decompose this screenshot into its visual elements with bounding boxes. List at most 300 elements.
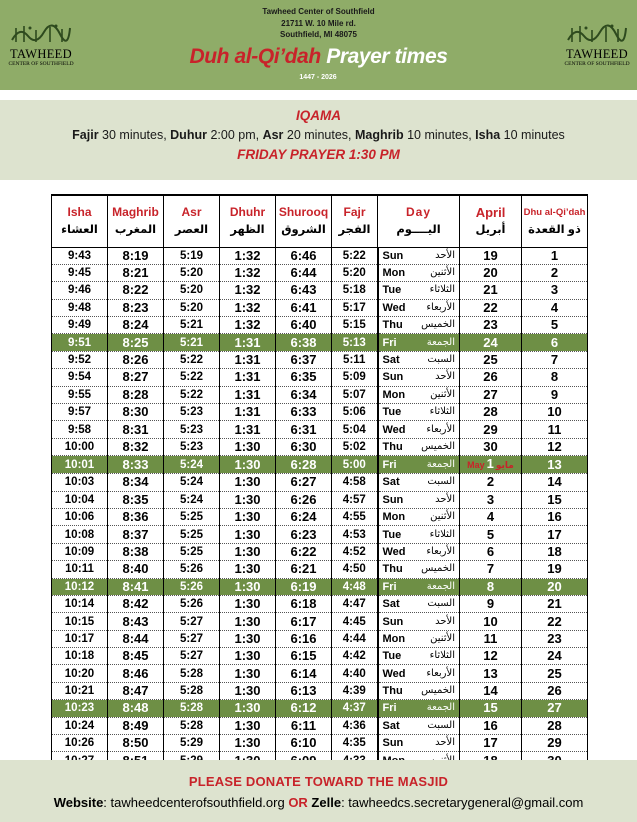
hijri-date-cell: 17 (522, 526, 588, 543)
day-en: Tue (382, 650, 402, 663)
timetable-body (52, 247, 588, 769)
header-ar: الفجر (338, 223, 371, 236)
hijri-date-cell: 20 (522, 578, 588, 595)
day-ar: الأربعاء (426, 667, 455, 679)
gregorian-date: 26 (483, 369, 498, 385)
day-ar: الثلاثاء (429, 284, 455, 296)
header-ar: اليــــوم (396, 223, 441, 236)
gregorian-date: 16 (483, 717, 498, 733)
dhuhr-cell: 1:30 (220, 682, 276, 699)
maghrib-cell: 8:45 (108, 648, 164, 665)
shurooq-cell: 6:28 (276, 456, 332, 474)
shurooq-cell: 6:21 (276, 561, 332, 578)
shurooq-cell: 6:18 (276, 595, 332, 612)
gregorian-date-cell (460, 369, 522, 386)
dhuhr-cell: 1:32 (220, 299, 276, 316)
maghrib-cell: 8:24 (108, 317, 164, 334)
fajr-cell: 4:48 (332, 578, 378, 595)
hijri-date-cell: 13 (522, 456, 588, 474)
dhuhr-cell: 1:32 (220, 247, 276, 264)
dhuhr-cell: 1:30 (220, 700, 276, 717)
gregorian-date-cell (460, 247, 522, 264)
header-en: Shurooq (278, 204, 329, 219)
day-en: Thu (382, 685, 403, 698)
header-ar: العصر (174, 223, 209, 236)
fajr-cell: 4:45 (332, 613, 378, 630)
maghrib-cell: 8:49 (108, 717, 164, 734)
isha-cell: 9:58 (52, 421, 108, 438)
asr-cell: 5:26 (164, 561, 220, 578)
day-en: Fri (382, 336, 397, 349)
tawheed-logo-right (562, 22, 632, 74)
day-cell (378, 247, 460, 264)
day-ar: الخميس (421, 685, 455, 697)
gregorian-date-cell (460, 665, 522, 682)
header-ar: أبريل (475, 223, 506, 236)
maghrib-cell: 8:19 (108, 247, 164, 264)
asr-cell: 5:25 (164, 508, 220, 525)
day-ar: الأحد (435, 493, 455, 505)
gregorian-date-cell (460, 578, 522, 595)
calligraphy-icon (566, 22, 628, 44)
may-label-en: May (467, 460, 485, 471)
calligraphy-icon (10, 22, 72, 44)
dhuhr-cell: 1:30 (220, 526, 276, 543)
gregorian-date: 9 (486, 596, 495, 612)
hijri-date-cell: 10 (522, 404, 588, 421)
day-ar: الجمعة (426, 580, 455, 592)
gregorian-date-cell (460, 334, 522, 351)
fajr-cell: 5:20 (332, 264, 378, 281)
day-ar: الأربعاء (426, 301, 455, 313)
table-row (52, 264, 588, 281)
tawheed-logo-left (6, 22, 76, 74)
day-en: Thu (382, 440, 403, 453)
donate-message: PLEASE DONATE TOWARD THE MASJID (188, 774, 449, 789)
fajr-cell: 4:57 (332, 491, 378, 508)
day-cell (378, 421, 460, 438)
day-en: Sun (382, 737, 404, 750)
shurooq-cell: 6:11 (276, 717, 332, 734)
fajr-cell: 4:40 (332, 665, 378, 682)
isha-cell: 10:21 (52, 682, 108, 699)
table-row (52, 491, 588, 508)
fajr-cell: 5:22 (332, 247, 378, 264)
duhur-label: Duhur (170, 128, 207, 142)
iqama-times (0, 128, 637, 142)
dhuhr-cell: 1:30 (220, 578, 276, 595)
asr-cell: 5:24 (164, 491, 220, 508)
day-en: Sun (382, 249, 404, 262)
gregorian-date-cell (460, 526, 522, 543)
table-row (52, 665, 588, 682)
dhuhr-cell: 1:30 (220, 508, 276, 525)
logo-subtitle: CENTER OF SOUTHFIELD (8, 61, 74, 67)
shurooq-cell: 6:38 (276, 334, 332, 351)
fajir-label: Fajir (72, 128, 99, 142)
maghrib-cell: 8:31 (108, 421, 164, 438)
day-ar: السبت (427, 719, 455, 731)
shurooq-cell: 6:19 (276, 578, 332, 595)
maghrib-cell: 8:40 (108, 561, 164, 578)
asr-cell: 5:27 (164, 648, 220, 665)
maghrib-cell: 8:26 (108, 351, 164, 368)
isha-cell: 10:06 (52, 508, 108, 525)
gregorian-date: 3 (486, 491, 495, 507)
fajr-cell: 4:55 (332, 508, 378, 525)
day-ar: الجمعة (426, 702, 455, 714)
header-en: Day (405, 204, 431, 219)
asr-cell: 5:19 (164, 247, 220, 264)
dhuhr-cell: 1:31 (220, 421, 276, 438)
asr-cell: 5:23 (164, 404, 220, 421)
asr-cell: 5:20 (164, 264, 220, 281)
table-row (52, 543, 588, 560)
gregorian-date-cell (460, 682, 522, 699)
day-cell (378, 404, 460, 421)
gregorian-date-cell (460, 474, 522, 491)
header-en: Isha (67, 204, 92, 219)
fajr-cell: 4:53 (332, 526, 378, 543)
fajr-cell: 4:58 (332, 474, 378, 491)
day-ar: الأثنين (430, 632, 455, 644)
shurooq-cell: 6:44 (276, 264, 332, 281)
dhuhr-cell: 1:30 (220, 543, 276, 560)
maghrib-cell: 8:23 (108, 299, 164, 316)
day-cell (378, 613, 460, 630)
gregorian-date: 20 (483, 265, 498, 281)
table-row (52, 438, 588, 455)
isha-cell: 10:26 (52, 735, 108, 752)
day-ar: الثلاثاء (429, 650, 455, 662)
zelle-email[interactable]: : tawheedcs.secretarygeneral@gmail.com (341, 795, 584, 810)
hijri-date-cell: 16 (522, 508, 588, 525)
isha-cell: 10:20 (52, 665, 108, 682)
or-separator: OR (288, 795, 308, 810)
day-cell (378, 351, 460, 368)
day-ar: الجمعة (426, 458, 455, 470)
day-en: Sat (382, 719, 400, 732)
shurooq-cell: 6:41 (276, 299, 332, 316)
friday-prayer: FRIDAY PRAYER 1:30 PM (237, 147, 400, 162)
hijri-date-cell: 6 (522, 334, 588, 351)
fajr-cell: 5:09 (332, 369, 378, 386)
day-en: Wed (382, 667, 406, 680)
hijri-date-cell: 28 (522, 717, 588, 734)
shurooq-cell: 6:43 (276, 282, 332, 299)
day-en: Sun (382, 493, 404, 506)
dhuhr-cell: 1:30 (220, 456, 276, 474)
day-cell (378, 474, 460, 491)
day-ar: السبت (427, 354, 455, 366)
asr-cell: 5:23 (164, 421, 220, 438)
gregorian-date: 12 (483, 648, 498, 664)
table-row (52, 613, 588, 630)
asr-cell: 5:21 (164, 317, 220, 334)
day-cell (378, 282, 460, 299)
header-en: Fajr (343, 204, 366, 219)
gregorian-date-cell (460, 282, 522, 299)
address-line-2: Southfield, MI 48075 (280, 30, 357, 39)
day-cell (378, 491, 460, 508)
gregorian-date-cell (460, 386, 522, 403)
shurooq-cell: 6:16 (276, 630, 332, 647)
day-ar: الخميس (421, 440, 455, 452)
gregorian-date: 8 (486, 578, 495, 594)
hijri-date-cell: 23 (522, 630, 588, 647)
table-row (52, 386, 588, 403)
gregorian-date: 14 (483, 683, 498, 699)
day-en: Tue (382, 406, 402, 419)
maghrib-cell: 8:46 (108, 665, 164, 682)
table-row (52, 508, 588, 525)
day-ar: الأثنين (430, 388, 455, 400)
maghrib-cell: 8:44 (108, 630, 164, 647)
dhuhr-cell: 1:32 (220, 264, 276, 281)
dhuhr-cell: 1:30 (220, 665, 276, 682)
isha-cell: 9:51 (52, 334, 108, 351)
dhuhr-cell: 1:31 (220, 334, 276, 351)
gregorian-date-cell (460, 421, 522, 438)
day-en: Wed (382, 545, 406, 558)
table-row (52, 561, 588, 578)
fajr-cell: 5:06 (332, 404, 378, 421)
dhuhr-cell: 1:31 (220, 369, 276, 386)
gregorian-date-cell (460, 700, 522, 717)
fajr-cell: 4:39 (332, 682, 378, 699)
gregorian-date-cell (460, 491, 522, 508)
gregorian-date: 1 (486, 456, 494, 472)
isha-cell: 9:55 (52, 386, 108, 403)
day-en: Mon (382, 511, 406, 524)
hijri-date-cell: 11 (522, 421, 588, 438)
table-row (52, 351, 588, 368)
fajr-cell: 5:04 (332, 421, 378, 438)
header-ar: العشاء (61, 223, 98, 236)
fajr-cell: 4:36 (332, 717, 378, 734)
gregorian-date-cell (460, 317, 522, 334)
day-cell (378, 438, 460, 455)
day-en: Sat (382, 598, 400, 611)
shurooq-cell: 6:35 (276, 369, 332, 386)
fajr-cell: 4:37 (332, 700, 378, 717)
day-cell (378, 578, 460, 595)
hijri-date-cell: 5 (522, 317, 588, 334)
fajr-cell: 4:52 (332, 543, 378, 560)
gregorian-date: 25 (483, 352, 498, 368)
hijri-date-cell: 26 (522, 682, 588, 699)
hijri-date-cell: 2 (522, 264, 588, 281)
isha-cell: 10:03 (52, 474, 108, 491)
day-en: Fri (382, 580, 397, 593)
isha-cell: 10:01 (52, 456, 108, 474)
asr-cell: 5:25 (164, 543, 220, 560)
maghrib-cell: 8:47 (108, 682, 164, 699)
day-en: Sun (382, 371, 404, 384)
day-ar: الأحد (435, 737, 455, 749)
asr-cell: 5:28 (164, 665, 220, 682)
friday-row (52, 700, 588, 717)
fajr-cell: 4:50 (332, 561, 378, 578)
gregorian-date: 7 (486, 561, 495, 577)
maghrib-cell: 8:28 (108, 386, 164, 403)
asr-cell: 5:22 (164, 386, 220, 403)
hijri-date-cell: 12 (522, 438, 588, 455)
asr-value: 20 minutes, (283, 128, 355, 142)
isha-cell: 9:46 (52, 282, 108, 299)
isha-cell: 10:08 (52, 526, 108, 543)
asr-cell: 5:27 (164, 630, 220, 647)
asr-cell: 5:24 (164, 456, 220, 474)
isha-cell: 9:48 (52, 299, 108, 316)
table-row (52, 474, 588, 491)
fajr-cell: 5:15 (332, 317, 378, 334)
friday-row (52, 456, 588, 474)
maghrib-cell: 8:48 (108, 700, 164, 717)
maghrib-cell: 8:42 (108, 595, 164, 612)
maghrib-cell: 8:36 (108, 508, 164, 525)
timetable (51, 194, 588, 769)
hijri-date-cell: 3 (522, 282, 588, 299)
maghrib-cell: 8:22 (108, 282, 164, 299)
day-cell (378, 700, 460, 717)
year-label: 1447 - 2026 (299, 74, 337, 81)
day-ar: الأثنين (430, 267, 455, 279)
day-cell (378, 386, 460, 403)
gregorian-date: 17 (483, 735, 498, 751)
hijri-date-cell: 19 (522, 561, 588, 578)
table-header-row (52, 195, 588, 247)
gregorian-date: 6 (486, 543, 495, 559)
dhuhr-cell: 1:30 (220, 735, 276, 752)
isha-cell: 10:18 (52, 648, 108, 665)
shurooq-cell: 6:15 (276, 648, 332, 665)
maghrib-cell: 8:37 (108, 526, 164, 543)
shurooq-cell: 6:23 (276, 526, 332, 543)
contact-line (0, 795, 637, 810)
isha-cell: 10:24 (52, 717, 108, 734)
dhuhr-cell: 1:30 (220, 613, 276, 630)
table-row (52, 648, 588, 665)
day-ar: الثلاثاء (429, 406, 455, 418)
day-ar: السبت (427, 476, 455, 488)
day-en: Fri (382, 702, 397, 715)
header-ar: الشروق (281, 223, 326, 236)
gregorian-date: 15 (483, 700, 498, 716)
gregorian-date-cell (460, 595, 522, 612)
maghrib-cell: 8:41 (108, 578, 164, 595)
day-en: Sat (382, 354, 400, 367)
header-en: April (475, 204, 506, 220)
gregorian-date: 11 (483, 630, 498, 646)
dhuhr-cell: 1:31 (220, 404, 276, 421)
maghrib-cell: 8:33 (108, 456, 164, 474)
gregorian-date-cell (460, 508, 522, 525)
asr-cell: 5:29 (164, 735, 220, 752)
isha-cell: 9:43 (52, 247, 108, 264)
maghrib-cell: 8:43 (108, 613, 164, 630)
day-cell (378, 543, 460, 560)
maghrib-cell: 8:21 (108, 264, 164, 281)
hijri-date-cell: 22 (522, 613, 588, 630)
hijri-date-cell: 25 (522, 665, 588, 682)
col-asr (164, 195, 220, 247)
day-en: Mon (382, 267, 406, 280)
day-ar: الجمعة (426, 336, 455, 348)
day-ar: الثلاثاء (429, 528, 455, 540)
maghrib-cell: 8:34 (108, 474, 164, 491)
day-cell (378, 717, 460, 734)
shurooq-cell: 6:34 (276, 386, 332, 403)
col-isha (52, 195, 108, 247)
isha-cell: 10:04 (52, 491, 108, 508)
header-en: Dhu al-Qi’dah (523, 206, 586, 218)
hijri-date-cell: 9 (522, 386, 588, 403)
gregorian-date: 23 (483, 317, 498, 333)
asr-cell: 5:20 (164, 282, 220, 299)
maghrib-cell: 8:30 (108, 404, 164, 421)
table-row (52, 247, 588, 264)
hijri-date-cell: 24 (522, 648, 588, 665)
maghrib-cell: 8:32 (108, 438, 164, 455)
day-cell (378, 526, 460, 543)
friday-row (52, 334, 588, 351)
day-cell (378, 334, 460, 351)
dhuhr-cell: 1:32 (220, 282, 276, 299)
day-cell (378, 648, 460, 665)
dhuhr-cell: 1:30 (220, 438, 276, 455)
day-ar: السبت (427, 598, 455, 610)
gregorian-date: 4 (486, 509, 495, 525)
day-cell (378, 456, 460, 474)
hijri-date-cell: 1 (522, 247, 588, 264)
asr-cell: 5:21 (164, 334, 220, 351)
table-row (52, 299, 588, 316)
asr-cell: 5:22 (164, 369, 220, 386)
gregorian-date-cell (460, 648, 522, 665)
table-row (52, 421, 588, 438)
gregorian-date-cell (460, 613, 522, 630)
day-cell (378, 508, 460, 525)
table-row (52, 317, 588, 334)
day-cell (378, 630, 460, 647)
table-row (52, 526, 588, 543)
website-link[interactable]: : tawheedcenterofsouthfield.org (103, 795, 289, 810)
dhuhr-cell: 1:30 (220, 717, 276, 734)
isha-cell: 9:54 (52, 369, 108, 386)
gregorian-date-cell (460, 438, 522, 455)
isha-cell: 10:12 (52, 578, 108, 595)
website-label: Website (53, 795, 104, 810)
hijri-date-cell: 29 (522, 735, 588, 752)
shurooq-cell: 6:33 (276, 404, 332, 421)
asr-cell: 5:28 (164, 717, 220, 734)
address-line-1: 21711 W. 10 Mile rd. (281, 18, 356, 28)
maghrib-cell: 8:38 (108, 543, 164, 560)
prayer-timetable (51, 194, 587, 750)
maghrib-value: 10 minutes, (403, 128, 476, 142)
hijri-date-cell: 14 (522, 474, 588, 491)
hijri-date-cell: 4 (522, 299, 588, 316)
fajr-cell: 4:42 (332, 648, 378, 665)
gregorian-date: 2 (486, 474, 495, 490)
org-address-block (190, 6, 447, 41)
asr-cell: 5:28 (164, 682, 220, 699)
day-ar: الأربعاء (426, 545, 455, 557)
day-en: Sat (382, 476, 400, 489)
gregorian-date: 28 (483, 404, 498, 420)
shurooq-cell: 6:26 (276, 491, 332, 508)
